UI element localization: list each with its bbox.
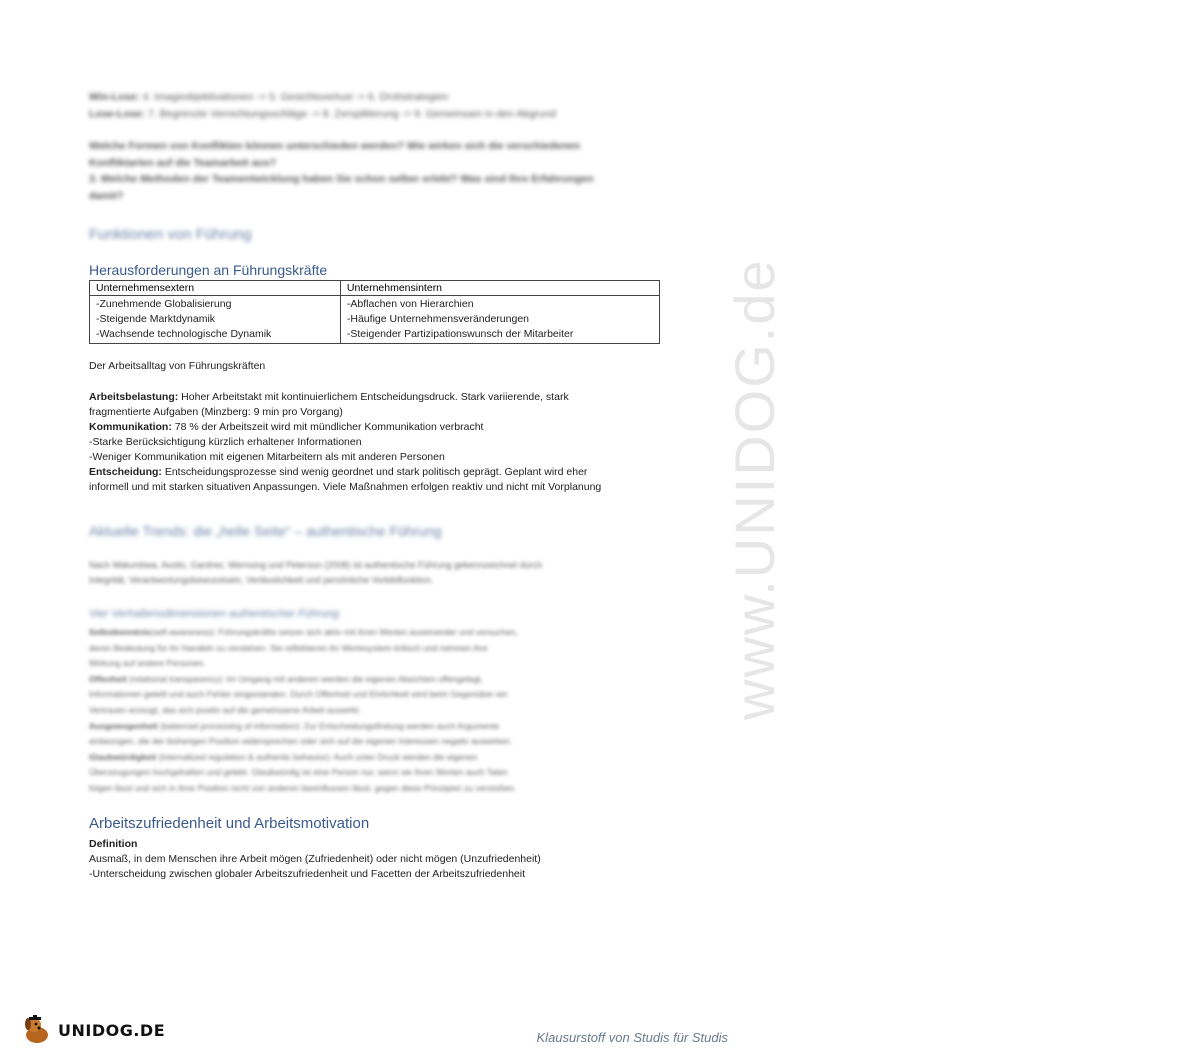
- definition-line: Ausmaß, in dem Menschen ihre Arbeit mögen (Zufriedenheit) oder nicht mögen (Unzufriedenheit): [89, 853, 541, 865]
- trend-line: Nach Walumbwa, Avolio, Gardner, Wernsing und Peterson (2008) ist authentische Führung gekennzeichnet durch: [89, 560, 543, 570]
- dimension-text: folgen lässt und sich in ihrer Position nicht von anderen beeinflussen lässt, gegen diese Prinzipien zu verstoßen.: [89, 782, 517, 793]
- dog-icon: [22, 1014, 56, 1046]
- dimension-text: Wirkung auf andere Personen.: [89, 658, 206, 669]
- column-header-external: Unternehmensextern: [90, 281, 341, 296]
- trend-line: Integrität, Verantwortungsbewusstsein, Verlässlichkeit und persönliche Vorbildfunktion.: [89, 575, 434, 585]
- daily-work-title: Der Arbeitsalltag von Führungskräften: [89, 360, 266, 372]
- challenges-heading: Herausforderungen an Führungskräfte: [89, 262, 328, 278]
- communication-line: -Weniger Kommunikation mit eigenen Mitarbeitern als mit anderen Personen: [89, 451, 445, 463]
- question-line: damit?: [89, 189, 124, 202]
- definition-label: Definition: [89, 838, 138, 850]
- list-item: -Steigende Marktdynamik: [96, 313, 216, 325]
- decision-text-2: informell und mit starken situativen Anpassungen. Viele Maßnahmen erfolgen reaktiv und nicht mit Vorplanung: [89, 481, 602, 493]
- list-item: -Steigender Partizipationswunsch der Mitarbeiter: [346, 328, 574, 340]
- question-line: Konfliktarten auf die Teamarbeit aus?: [89, 156, 277, 169]
- dimension-text: deren Bedeutung für ihr Handeln zu verstehen. Sie reflektieren ihr Wertesystem kritisch und nehmen ihre: [89, 642, 488, 653]
- communication-text: 78 % der Arbeitszeit wird mit mündlicher Kommunikation verbracht: [171, 421, 484, 433]
- win-lose-text: 4. Imageobjektivationen -> 5. Gesichtsverlust -> 6. Drohstrategien: [142, 91, 449, 103]
- list-item: -Wachsende technologische Dynamik: [96, 328, 272, 340]
- unidog-logo: [22, 1014, 165, 1046]
- table-row: [90, 296, 660, 344]
- external-cell: [90, 296, 341, 344]
- satisfaction-heading: Arbeitszufriedenheit und Arbeitsmotivation: [89, 815, 370, 832]
- decision-label: Entscheidung:: [89, 466, 162, 478]
- dimension-text: (balanced processing of information): Zur Entscheidungsfindung werden auch Argumente: [157, 720, 500, 731]
- question-block: [89, 138, 594, 204]
- challenges-table: [89, 280, 660, 344]
- communication-label: Kommunikation:: [89, 421, 172, 433]
- dimensions-heading: Vier Verhaltensdimensionen authentischer Führung: [89, 608, 340, 620]
- functions-heading: Funktionen von Führung: [89, 226, 252, 243]
- watermark-text: www.UNIDOG.de: [723, 258, 786, 720]
- dimension-text: (relational transparency): Im Umgang mit anderen werden die eigenen Absichten offengelegt,: [126, 673, 483, 684]
- list-item: -Häufige Unternehmensveränderungen: [346, 313, 530, 325]
- daily-work-body: [89, 390, 601, 495]
- footer-tagline: Klausurstoff von Studis für Studis: [536, 1030, 728, 1045]
- win-lose-line: [89, 90, 448, 105]
- satisfaction-body: [89, 837, 541, 882]
- definition-line: -Unterscheidung zwischen globaler Arbeitszufriedenheit und Facetten der Arbeitszufriedenheit: [89, 868, 526, 880]
- dimension-label: Offenheit: [89, 673, 127, 684]
- dimension-text: (self-awareness): Führungskräfte setzen sich aktiv mit ihren Werten auseinander und versuchen,: [150, 627, 518, 637]
- logo-text: UNIDOG.DE: [58, 1020, 166, 1040]
- dimension-label: Glaubwürdigkeit: [89, 751, 157, 762]
- internal-cell: [340, 296, 659, 344]
- lose-lose-text: 7. Begrenzte Vernichtungsschläge -> 8. Zersplitterung -> 9. Gemeinsam in den Abgrund: [147, 108, 556, 120]
- trend-heading: Aktuelle Trends: die „helle Seite“ – authentische Führung: [89, 523, 442, 539]
- decision-text: Entscheidungsprozesse sind wenig geordnet und stark politisch geprägt. Geplant wird eher: [161, 466, 588, 478]
- dimensions-paragraph: [89, 625, 518, 797]
- lose-lose-line: [89, 107, 556, 122]
- list-item: -Zunehmende Globalisierung: [96, 298, 232, 310]
- dimension-label: Selbstkenntnis: [89, 627, 151, 637]
- column-header-internal: Unternehmensintern: [340, 281, 659, 296]
- dimension-text: (internalized regulation & authentic behavior): Auch unter Druck werden die eigenen: [156, 751, 478, 762]
- dimension-label: Ausgewogenheit: [89, 720, 158, 731]
- dimension-text: einbezogen, die der bisherigen Position widersprechen oder sich auf die eigenen Interessen negativ auswirken.: [89, 736, 513, 747]
- workload-text: Hoher Arbeitstakt mit kontinuierlichem Entscheidungsdruck. Stark variierende, stark: [178, 391, 569, 403]
- question-line: Welche Formen von Konflikten können unterschieden werden? Wie wirken sich die verschiedenen: [89, 140, 580, 152]
- lose-lose-label: Lose-Lose:: [89, 108, 146, 120]
- question-line: 3. Welche Methoden der Teamentwicklung haben Sie schon selber erlebt? Was sind Ihre Erfahrungen: [89, 173, 594, 185]
- dimension-text: Informationen geteilt und auch Fehler eingestanden. Durch Offenheit und Ehrlichkeit wird beim Gegenüber ein: [89, 689, 508, 700]
- communication-line: -Starke Berücksichtigung kürzlich erhaltener Informationen: [89, 436, 362, 448]
- list-item: -Abflachen von Hierarchien: [346, 298, 474, 310]
- win-lose-label: Win-Lose:: [89, 91, 140, 103]
- workload-label: Arbeitsbelastung:: [89, 391, 179, 403]
- dimension-text: Vertrauen erzeugt, das sich positiv auf die gemeinsame Arbeit auswirkt.: [89, 704, 361, 715]
- dimension-text: Überzeugungen hochgehalten und gelebt. Glaubwürdig ist eine Person nur, wenn sie ihren Worten auch Taten: [89, 767, 508, 778]
- workload-text-2: fragmentierte Aufgaben (Minzberg: 9 min pro Vorgang): [89, 406, 343, 418]
- trend-paragraph: [89, 558, 542, 588]
